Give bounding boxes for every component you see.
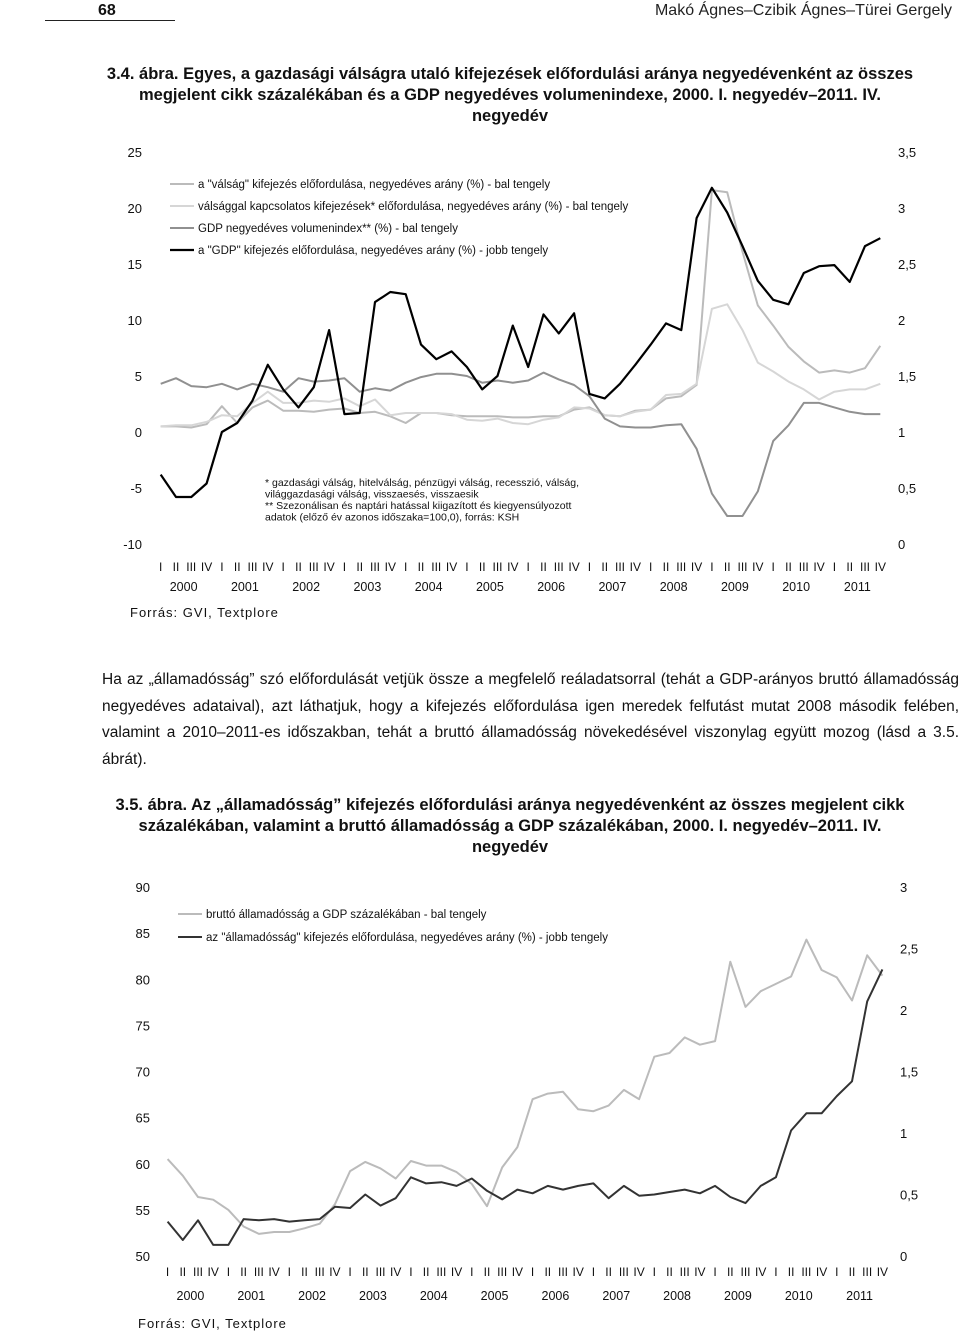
x-tick-quarter: III: [801, 1265, 812, 1279]
right-axis-tick-label: 3: [898, 201, 906, 216]
footnote-line: ** Szezonálisan és naptári hatással kiigazított és kiegyensúlyozott: [265, 500, 572, 512]
x-tick-quarter: I: [465, 560, 469, 574]
x-tick-quarter: IV: [507, 560, 519, 574]
x-tick-quarter: I: [832, 560, 837, 574]
right-axis-tick-label: 1,5: [900, 1064, 919, 1080]
x-tick-quarter: II: [787, 1265, 795, 1279]
x-tick-year: 2004: [419, 1289, 448, 1303]
x-tick-quarter: I: [652, 1265, 656, 1279]
x-tick-quarter: IV: [633, 1265, 645, 1279]
x-tick-quarter: II: [848, 1265, 856, 1279]
legend-label: a "válság" kifejezés előfordulása, negyedéves arány (%) - bal tengely: [198, 179, 551, 191]
x-tick-year: 2010: [784, 1289, 813, 1303]
x-tick-quarter: II: [726, 1265, 734, 1279]
x-tick-quarter: III: [253, 1265, 264, 1279]
x-tick-quarter: IV: [262, 560, 274, 574]
x-tick-year: 2004: [414, 580, 443, 594]
x-tick-quarter: IV: [813, 560, 825, 574]
x-tick-quarter: II: [240, 1265, 247, 1279]
x-tick-quarter: I: [591, 1265, 596, 1279]
x-tick-quarter: II: [666, 1265, 673, 1279]
figure1-label: 3.4. ábra.: [106, 65, 179, 83]
x-tick-year: 2003: [359, 1289, 387, 1303]
x-tick-quarter: III: [618, 1265, 629, 1279]
right-axis-tick-label: 2: [898, 313, 906, 328]
x-tick-quarter: III: [862, 1265, 873, 1279]
left-axis-tick-label: 80: [135, 972, 150, 988]
x-tick-quarter: III: [553, 560, 564, 574]
left-axis-tick-label: -10: [123, 537, 142, 552]
x-tick-quarter: I: [526, 560, 530, 574]
x-tick-quarter: II: [544, 1265, 552, 1279]
x-tick-year: 2006: [537, 580, 566, 594]
right-axis-tick-label: 0: [898, 537, 906, 552]
x-tick-quarter: IV: [629, 560, 642, 574]
figure2-source: Forrás: GVI, Textplore: [138, 1316, 287, 1331]
x-tick-quarter: I: [771, 560, 775, 574]
x-tick-quarter: IV: [874, 560, 887, 574]
footnote-line: világgazdasági válság, visszaesés, visszaesik: [265, 488, 479, 501]
legend-label: GDP negyedéves volumenindex** (%) - bal tengely: [198, 223, 458, 235]
x-tick-quarter: I: [470, 1265, 474, 1279]
x-tick-quarter: II: [356, 560, 364, 574]
x-tick-quarter: II: [601, 560, 609, 574]
x-tick-year: 2001: [230, 580, 259, 594]
right-axis-tick-label: 1: [900, 1126, 908, 1141]
right-axis-tick-label: 1: [898, 425, 906, 440]
x-tick-year: 2002: [292, 580, 321, 594]
x-tick-quarter: I: [158, 560, 163, 574]
x-tick-quarter: I: [648, 560, 653, 574]
x-tick-quarter: I: [587, 560, 592, 574]
x-tick-quarter: II: [179, 1265, 187, 1279]
x-tick-quarter: IV: [572, 1265, 584, 1279]
chart-crisis-terms: [0, 140, 960, 715]
figure1-caption: [100, 64, 920, 127]
x-tick-quarter: II: [846, 560, 854, 574]
right-axis-tick-label: 0,5: [900, 1187, 919, 1203]
x-tick-quarter: III: [314, 1265, 325, 1279]
x-tick-quarter: I: [348, 1265, 352, 1279]
x-tick-quarter: III: [247, 560, 258, 574]
figure2-label: 3.5. ábra.: [115, 796, 188, 814]
x-tick-quarter: II: [172, 560, 180, 574]
x-tick-year: 2010: [782, 580, 811, 594]
left-axis-tick-label: 75: [135, 1018, 150, 1034]
left-axis-tick-label: 60: [135, 1156, 150, 1172]
right-axis-tick-label: 0: [900, 1249, 908, 1264]
right-axis-tick-label: 1,5: [898, 369, 917, 384]
figure2-caption-text: Az „államadósság” kifejezés előfordulási aránya negyedévenként az összes megjelent cikk százalékában, valamint a bruttó államadósság a GDP százalékában, 2000. I. negyedév–2011. IV. negyedév: [138, 796, 905, 856]
x-tick-quarter: IV: [390, 1265, 402, 1279]
left-axis-tick-label: 5: [134, 369, 142, 384]
x-tick-year: 2000: [176, 1289, 205, 1303]
x-tick-quarter: IV: [690, 560, 703, 574]
x-tick-quarter: II: [605, 1265, 612, 1279]
x-tick-quarter: III: [676, 560, 687, 574]
x-tick-quarter: III: [492, 560, 503, 574]
x-tick-year: 2011: [843, 580, 871, 594]
left-axis-tick-label: 70: [135, 1064, 150, 1080]
x-tick-quarter: IV: [384, 560, 397, 574]
x-tick-quarter: II: [478, 560, 486, 574]
series-line-2: [168, 969, 883, 1245]
left-axis-tick-label: -5: [130, 481, 142, 496]
x-tick-quarter: IV: [200, 560, 213, 574]
x-tick-quarter: IV: [755, 1265, 767, 1279]
chart-debt: [0, 870, 960, 1310]
x-tick-quarter: IV: [752, 560, 764, 574]
x-tick-quarter: II: [662, 560, 670, 574]
x-tick-quarter: III: [431, 560, 442, 574]
x-tick-quarter: I: [835, 1265, 839, 1279]
x-tick-year: 2009: [720, 580, 749, 594]
x-tick-quarter: III: [308, 560, 319, 574]
x-tick-quarter: I: [226, 1265, 231, 1279]
x-tick-quarter: I: [220, 560, 224, 574]
x-tick-quarter: I: [409, 1265, 413, 1279]
x-tick-quarter: III: [737, 560, 748, 574]
figure1-source: Forrás: GVI, Textplore: [130, 605, 279, 620]
header-rule: [45, 20, 175, 21]
x-tick-year: 2007: [602, 1289, 631, 1303]
x-tick-quarter: II: [785, 560, 792, 574]
x-tick-quarter: I: [403, 560, 408, 574]
right-axis-tick-label: 3: [900, 880, 908, 895]
right-axis-tick-label: 0,5: [898, 481, 917, 496]
right-axis-tick-label: 2,5: [900, 941, 919, 957]
x-tick-quarter: IV: [450, 1265, 463, 1279]
left-axis-tick-label: 15: [127, 257, 142, 272]
x-tick-year: 2000: [169, 580, 198, 594]
x-tick-quarter: IV: [329, 1265, 341, 1279]
x-tick-quarter: III: [497, 1265, 508, 1279]
left-axis-tick-label: 10: [127, 313, 142, 328]
x-tick-year: 2001: [237, 1289, 266, 1303]
x-tick-quarter: III: [740, 1265, 751, 1279]
x-tick-year: 2011: [846, 1289, 874, 1303]
legend-label: a "GDP" kifejezés előfordulása, negyedéves arány (%) - jobb tengely: [198, 245, 549, 257]
right-axis-tick-label: 3,5: [898, 145, 917, 160]
x-tick-quarter: I: [287, 1265, 291, 1279]
x-tick-quarter: III: [860, 560, 871, 574]
x-tick-quarter: IV: [268, 1265, 280, 1279]
x-tick-quarter: IV: [207, 1265, 219, 1279]
x-tick-quarter: II: [723, 560, 731, 574]
left-axis-tick-label: 0: [134, 425, 142, 440]
x-tick-quarter: IV: [815, 1265, 828, 1279]
x-tick-quarter: II: [361, 1265, 369, 1279]
left-axis-tick-label: 85: [135, 926, 150, 942]
x-tick-year: 2002: [298, 1289, 326, 1303]
header-authors: Makó Ágnes–Czibik Ágnes–Türei Gergely: [654, 2, 952, 19]
x-tick-quarter: IV: [445, 560, 458, 574]
x-tick-quarter: IV: [876, 1265, 889, 1279]
x-tick-quarter: III: [375, 1265, 386, 1279]
x-tick-quarter: IV: [511, 1265, 524, 1279]
footnote-line: adatok (előző év azonos időszaka=100,0), forrás: KSH: [265, 511, 520, 524]
x-tick-quarter: I: [530, 1265, 535, 1279]
x-tick-quarter: III: [615, 560, 626, 574]
x-tick-quarter: I: [710, 560, 714, 574]
figure1-caption-text: Egyes, a gazdasági válságra utaló kifejezések előfordulási aránya negyedévenként az összes megjelent cikk százalékában és a GDP negyedéves volumenindexe, 2000. I. negyedév–2011. IV. negyedév: [139, 65, 914, 125]
footnote-line: * gazdasági válság, hitelválság, pénzügyi válság, recesszió, válság,: [265, 477, 580, 489]
x-tick-quarter: II: [422, 1265, 430, 1279]
x-tick-quarter: IV: [694, 1265, 706, 1279]
x-tick-year: 2005: [475, 580, 504, 594]
legend-label: az "államadósság" kifejezés előfordulása, negyedéves arány (%) - jobb tengely: [206, 932, 608, 944]
right-axis-tick-label: 2: [900, 1003, 908, 1018]
x-tick-year: 2008: [659, 580, 688, 594]
x-tick-quarter: I: [774, 1265, 778, 1279]
page-number: 68: [98, 2, 116, 19]
x-tick-quarter: III: [186, 560, 197, 574]
x-tick-quarter: II: [295, 560, 302, 574]
x-tick-year: 2005: [480, 1289, 509, 1303]
x-tick-year: 2008: [663, 1289, 691, 1303]
x-tick-quarter: III: [193, 1265, 204, 1279]
x-tick-quarter: I: [281, 560, 285, 574]
series-line-1: [168, 940, 883, 1234]
x-tick-year: 2007: [598, 580, 627, 594]
left-axis-tick-label: 90: [135, 880, 150, 895]
left-axis-tick-label: 25: [127, 145, 142, 160]
x-tick-quarter: II: [540, 560, 547, 574]
x-tick-quarter: III: [436, 1265, 447, 1279]
legend-label: bruttó államadósság a GDP százalékában - bal tengely: [206, 909, 487, 921]
x-tick-quarter: I: [342, 560, 347, 574]
x-tick-quarter: II: [301, 1265, 308, 1279]
figure2-caption: [100, 795, 920, 858]
x-tick-year: 2009: [724, 1289, 752, 1303]
x-tick-year: 2003: [353, 580, 382, 594]
left-axis-tick-label: 20: [127, 201, 142, 216]
left-axis-tick-label: 65: [135, 1110, 150, 1126]
body-paragraph: Ha az „államadósság” szó előfordulását vetjük össze a megfelelő reáladatsorral (tehát a GDP-arányos bruttó államadósság negyedéves adataival), azt láthatjuk, hogy a kifejezés előfordulása igen meredek felfutást mutat 2008 második felében, valamint a 2010–2011-es időszakban, tehát a bruttó államadósság növekedésével viszonylag együtt mozog (lásd a 3.5. ábrát).: [102, 671, 959, 768]
x-tick-quarter: III: [679, 1265, 690, 1279]
x-tick-quarter: I: [713, 1265, 717, 1279]
x-tick-quarter: III: [798, 560, 809, 574]
legend-label: válsággal kapcsolatos kifejezések* előfordulása, negyedéves arány (%) - bal tengely: [198, 201, 629, 213]
left-axis-tick-label: 50: [135, 1249, 150, 1264]
x-tick-quarter: II: [233, 560, 241, 574]
right-axis-tick-label: 2,5: [898, 257, 917, 272]
x-tick-quarter: II: [483, 1265, 491, 1279]
x-tick-quarter: I: [165, 1265, 170, 1279]
x-tick-quarter: IV: [568, 560, 580, 574]
x-tick-year: 2006: [541, 1289, 570, 1303]
x-tick-quarter: II: [417, 560, 425, 574]
left-axis-tick-label: 55: [135, 1202, 150, 1218]
x-tick-quarter: IV: [323, 560, 335, 574]
x-tick-quarter: III: [370, 560, 381, 574]
x-tick-quarter: III: [558, 1265, 569, 1279]
